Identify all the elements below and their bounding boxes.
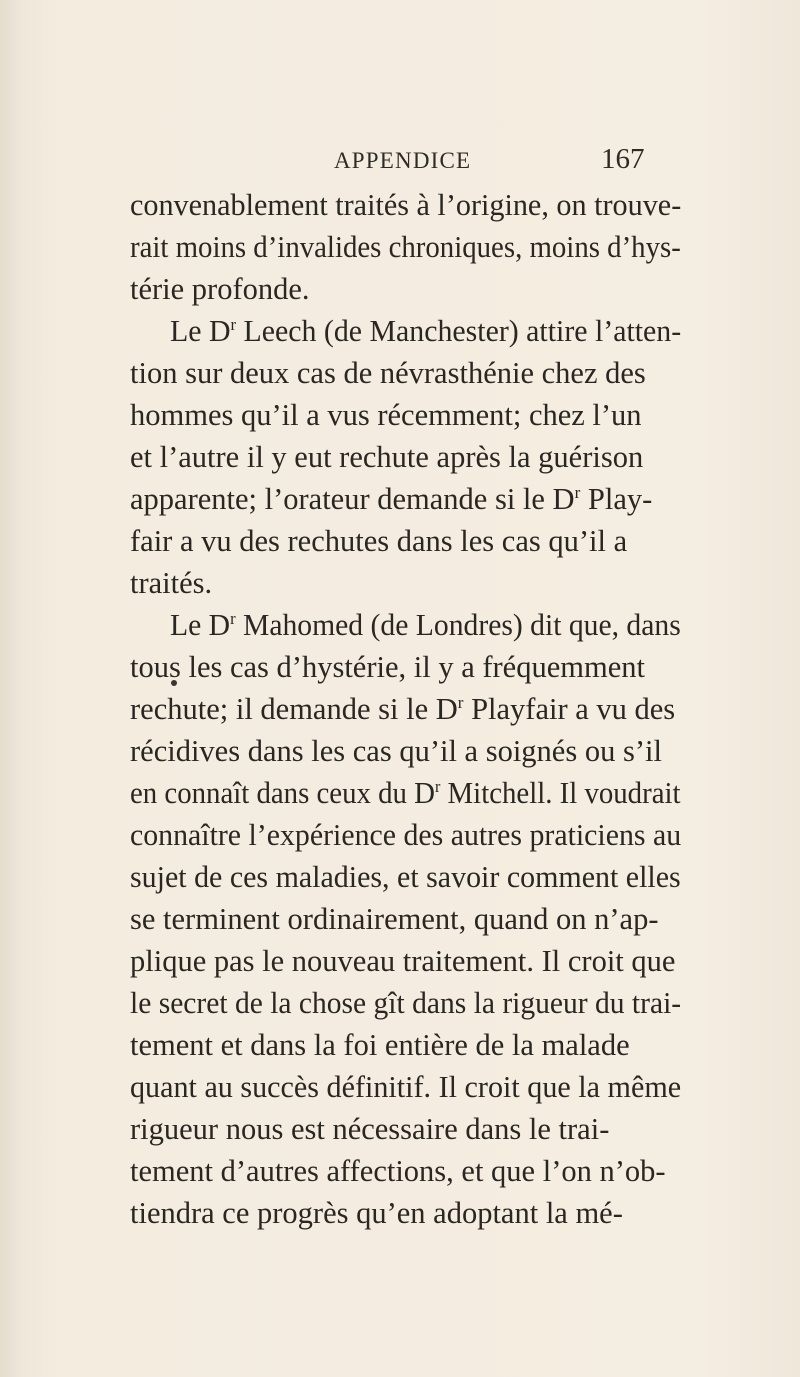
text-line: récidives dans les cas qu’il a soignés ou s’il (130, 734, 662, 768)
text-line: tous les cas d’hystérie, il y a fréquemment (130, 650, 645, 684)
text-line: le secret de la chose gît dans la rigueur du trai- (130, 986, 682, 1020)
text-line: Le $D^r$ Mahomed (de Londres) dit que, dans (170, 608, 681, 642)
text-line: hommes qu’il a vus récemment; chez l’un (130, 398, 642, 432)
text-line: tement d’autres affections, et que l’on n’ob- (130, 1154, 666, 1188)
running-title: APPENDICE (334, 148, 472, 173)
page-number: 167 (601, 143, 645, 175)
text-line: rigueur nous est nécessaire dans le trai- (130, 1112, 610, 1146)
text-line: Le $D^r$ Leech (de Manchester) attire l’atten- (170, 314, 682, 348)
text-line: apparente; l’orateur demande si le $D^r$ Play- (130, 482, 653, 516)
text-line: tion sur deux cas de névrasthénie chez des (130, 356, 646, 390)
text-line: connaître l’expérience des autres praticiens au (130, 818, 682, 852)
text-line: se terminent ordinairement, quand on n’ap- (130, 902, 659, 936)
text-line: plique pas le nouveau traitement. Il croit que (130, 944, 676, 978)
text-line: traités. (130, 566, 213, 600)
text-line: et l’autre il y eut rechute après la guérison (130, 440, 644, 474)
text-line: en connaît dans ceux du $D^r$ Mitchell. Il voudrait (130, 776, 681, 810)
text-line: rechute; il demande si le $D^r$ Playfair a vu des (130, 692, 676, 726)
text-line: quant au succès définitif. Il croit que la même (130, 1070, 682, 1104)
text-line: térie profonde. (130, 272, 310, 306)
text-line: rait moins d’invalides chroniques, moins d’hys- (130, 230, 681, 264)
text-line: tiendra ce progrès qu’en adoptant la mé- (130, 1196, 623, 1230)
text-line: sujet de ces maladies, et savoir comment elles (130, 860, 681, 894)
text-line: tement et dans la foi entière de la malade (130, 1028, 630, 1062)
text-line: fair a vu des rechutes dans les cas qu’il a (130, 524, 628, 558)
text-line: convenablement traités à l’origine, on trouve- (130, 188, 682, 222)
